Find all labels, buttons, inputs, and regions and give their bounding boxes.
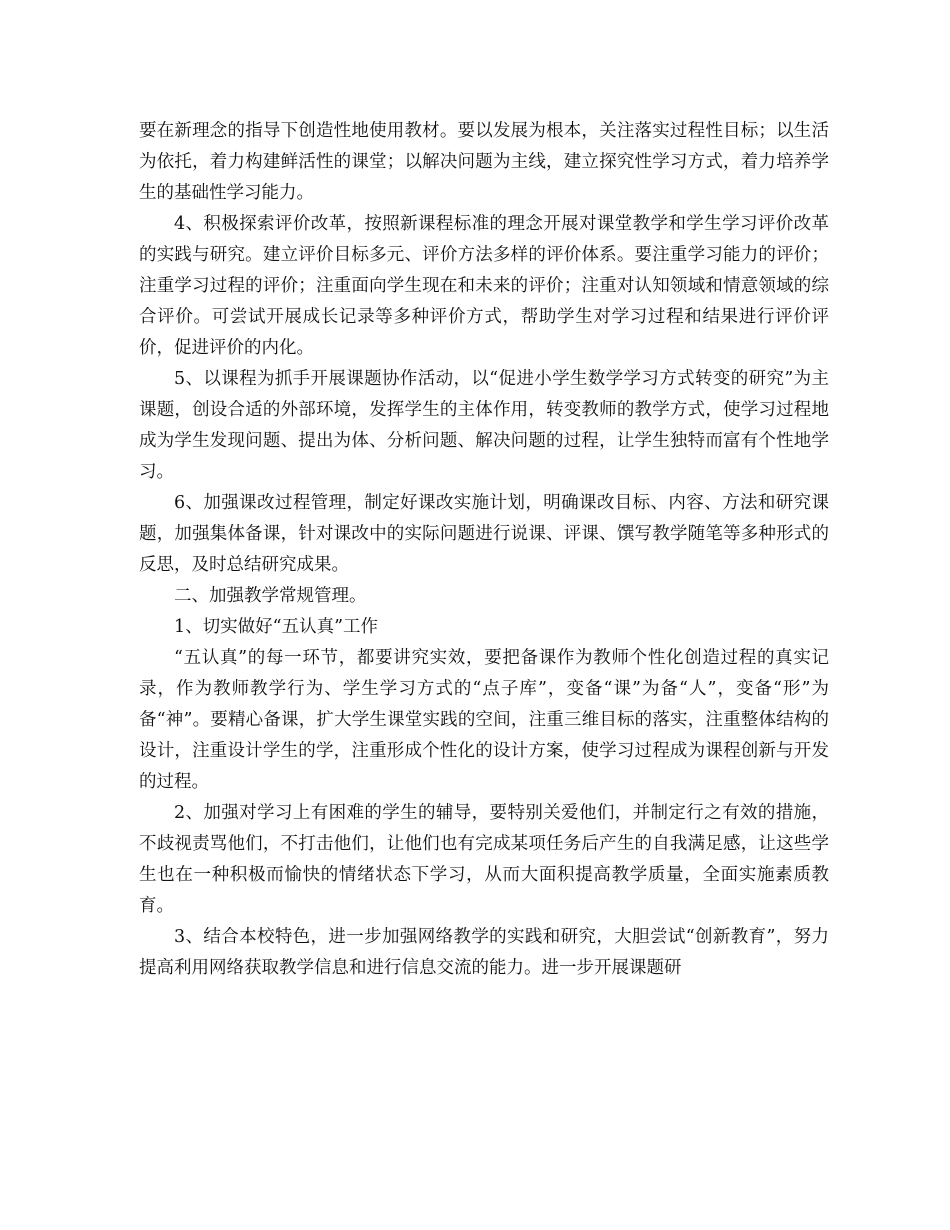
paragraph-five-earnest-detail: “五认真”的每一环节，都要讲究实效，要把备课作为教师个性化创造过程的真实记录，作为教师教学行为、学生学习方式的“点子库”，变备“课”为备“人”，变备“形”为备“神”。要精心备课，扩大学生课堂实践的空间，注重三维目标的落实，注重整体结构的设计，注重设计学生的学，注重形成个性化的设计方案，使学习过程成为课程创新与开发的过程。: [139, 648, 829, 792]
paragraph-research-topic: 5、以课程为抓手开展课题协作活动，以“促进小学生数学学习方式转变的研究”为主课题，创设合适的外部环境，发挥学生的主体作用，转变教师的教学方式，使学习过程地成为学生发现问题、提出为体、分析问题、解决问题的过程，让学生独特而富有个性地学习。: [139, 369, 829, 482]
paragraph-network-teaching: 3、结合本校特色，进一步加强网络教学的实践和研究，大胆尝试“创新教育”，努力提高利用网络获取教学信息和进行信息交流的能力。进一步开展课题研: [139, 927, 829, 978]
subheading-five-earnest: 1、切实做好“五认真”工作: [174, 617, 379, 637]
document-body: [139, 116, 829, 984]
paragraph-struggling-students: 2、加强对学习上有困难的学生的辅导，要特别关爱他们，并制定行之有效的措施，不歧视责骂他们，不打击他们，让他们也有完成某项任务后产生的自我满足感，让这些学生也在一种积极而愉快的情绪状态下学习，从而大面积提高教学质量，全面实施素质教育。: [139, 803, 829, 916]
section-heading-routine-management: 二、加强教学常规管理。: [174, 586, 367, 606]
paragraph-process-management: 6、加强课改过程管理，制定好课改实施计划，明确课改目标、内容、方法和研究课题，加强集体备课，针对课改中的实际问题进行说课、评课、馔写教学随笔等多种形式的反思，及时总结研究成果。: [139, 493, 829, 575]
paragraph-textbook-usage: 要在新理念的指导下创造性地使用教材。要以发展为根本，关注落实过程性目标；以生活为依托，着力构建鲜活性的课堂；以解决问题为主线，建立探究性学习方式，着力培养学生的基础性学习能力。: [139, 121, 829, 203]
paragraph-evaluation-reform: 4、积极探索评价改革，按照新课程标准的理念开展对课堂教学和学生学习评价改革的实践与研究。建立评价目标多元、评价方法多样的评价体系。要注重学习能力的评价；注重学习过程的评价；注重面向学生现在和未来的评价；注重对认知领域和情意领域的综合评价。可尝试开展成长记录等多种评价方式，帮助学生对学习过程和结果进行评价评价，促进评价的内化。: [139, 214, 829, 358]
